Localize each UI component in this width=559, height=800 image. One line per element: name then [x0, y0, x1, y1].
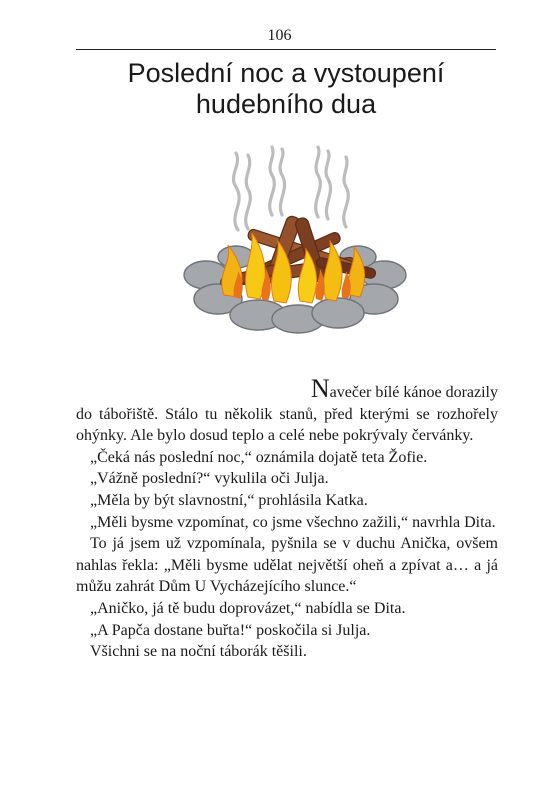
paragraph-6: To já jsem už vzpomínala, pyšnila se v duchu Anička, ovšem nahlas řekla: „Měli bysme udělat největší oheň a zpívat a… a já můžu zahrát Dům U Vycházejícího slunce.“ [76, 535, 498, 596]
paragraph-1: do tábořiště. Stálo tu několik stanů, před kterými se rozhořely ohýnky. Ale bylo dosud teplo a celé nebe pokrývaly červánky. [76, 405, 498, 445]
paragraph-3: „Vážně poslední?“ vykulila oči Julja. [90, 470, 329, 488]
header-rule [76, 49, 496, 50]
paragraph-9: Všichni se na noční táborák těšili. [90, 643, 307, 661]
page-number: 106 [267, 27, 292, 44]
chapter-title-line1: Poslední noc a vystoupení [127, 58, 445, 88]
drop-cap: N [310, 374, 330, 403]
chapter-text [76, 374, 498, 663]
paragraph-7: „Aničko, já tě budu doprovázet,“ nabídla se Dita. [90, 599, 406, 617]
paragraph-4: „Měla by být slavnostní,“ prohlásila Katka. [90, 491, 368, 509]
paragraph-1-first-line [76, 374, 498, 404]
chapter-title [60, 58, 512, 120]
paragraph-5: „Měli bysme vzpomínat, co jsme všechno zažili,“ navrhla Dita. [90, 513, 496, 531]
chapter-title-line2: hudebního dua [195, 89, 377, 119]
paragraph-2: „Čeká nás poslední noc,“ oznámila dojatě teta Žofie. [90, 448, 428, 466]
campfire-illustration [176, 145, 416, 345]
paragraph-8: „A Papča dostane buřta!“ poskočila si Julja. [90, 621, 371, 639]
paragraph-1-first-line-text: avečer bílé kánoe dorazily [329, 384, 498, 401]
